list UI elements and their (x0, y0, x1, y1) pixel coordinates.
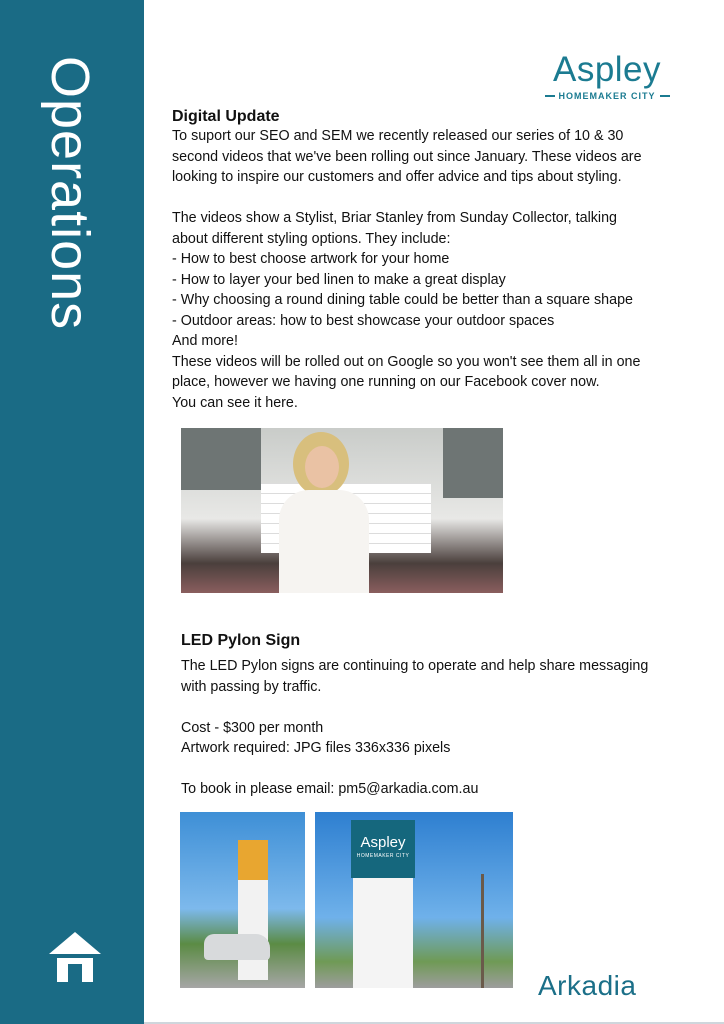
pylon-sign-sub: HOMEMAKER CITY (356, 853, 410, 859)
home-icon[interactable] (47, 928, 103, 984)
digital-update-body (172, 126, 672, 413)
digital-update-line: - Why choosing a round dining table could be better than a square shape (172, 292, 633, 308)
logo-sub-text: HOMEMAKER CITY (558, 91, 656, 101)
sidebar (0, 0, 144, 1024)
led-pylon-line: The LED Pylon signs are continuing to operate and help share messaging (181, 658, 649, 674)
led-pylon-line (181, 759, 681, 780)
aspley-logo (540, 52, 674, 101)
digital-update-line: looking to inspire our customers and offer advice and tips about styling. (172, 169, 622, 185)
pylon-photo-1 (180, 812, 305, 988)
digital-update-section (172, 108, 672, 413)
digital-update-line: - How to layer your bed linen to make a great display (172, 271, 506, 288)
digital-update-heading: Digital Update (172, 108, 280, 125)
led-pylon-line: To book in please email: pm5@arkadia.com.au (181, 781, 479, 797)
digital-update-line: - Outdoor areas: how to best showcase your outdoor spaces (172, 312, 555, 329)
logo-main-text: Aspley (552, 50, 662, 89)
pylon-photo-2 (315, 812, 513, 988)
digital-update-line: The videos show a Stylist, Briar Stanley from Sunday Collector, talking (172, 210, 617, 226)
pylon-sign-display (351, 820, 415, 878)
digital-update-line: These videos will be rolled out on Google so you won't see them all in one (172, 353, 641, 370)
digital-update-line: To suport our SEO and SEM we recently released our series of 10 & 30 (172, 128, 624, 144)
led-pylon-line (181, 697, 681, 718)
digital-update-line: You can see it here. (172, 394, 298, 411)
pylon-sign-main: Aspley (360, 834, 406, 851)
arkadia-logo: Arkadia (538, 970, 637, 1001)
digital-update-line: place, however we having one running on our Facebook cover now. (172, 374, 600, 390)
digital-update-line: second videos that we've been rolling out since January. These videos are (172, 148, 642, 165)
logo-subtitle (540, 91, 674, 101)
digital-update-line (172, 188, 672, 209)
led-pylon-line: Cost - $300 per month (181, 719, 324, 736)
digital-update-line: And more! (172, 333, 238, 349)
led-pylon-heading: LED Pylon Sign (181, 632, 301, 649)
led-pylon-body (181, 656, 681, 800)
video-thumbnail[interactable] (181, 428, 503, 593)
digital-update-line: - How to best choose artwork for your home (172, 251, 450, 267)
led-pylon-section (181, 632, 681, 800)
led-pylon-line: with passing by traffic. (181, 678, 322, 695)
digital-update-line: about different styling options. They include: (172, 230, 451, 247)
section-title: Operations (40, 56, 100, 331)
led-pylon-line: Artwork required: JPG files 336x336 pixels (181, 740, 451, 756)
